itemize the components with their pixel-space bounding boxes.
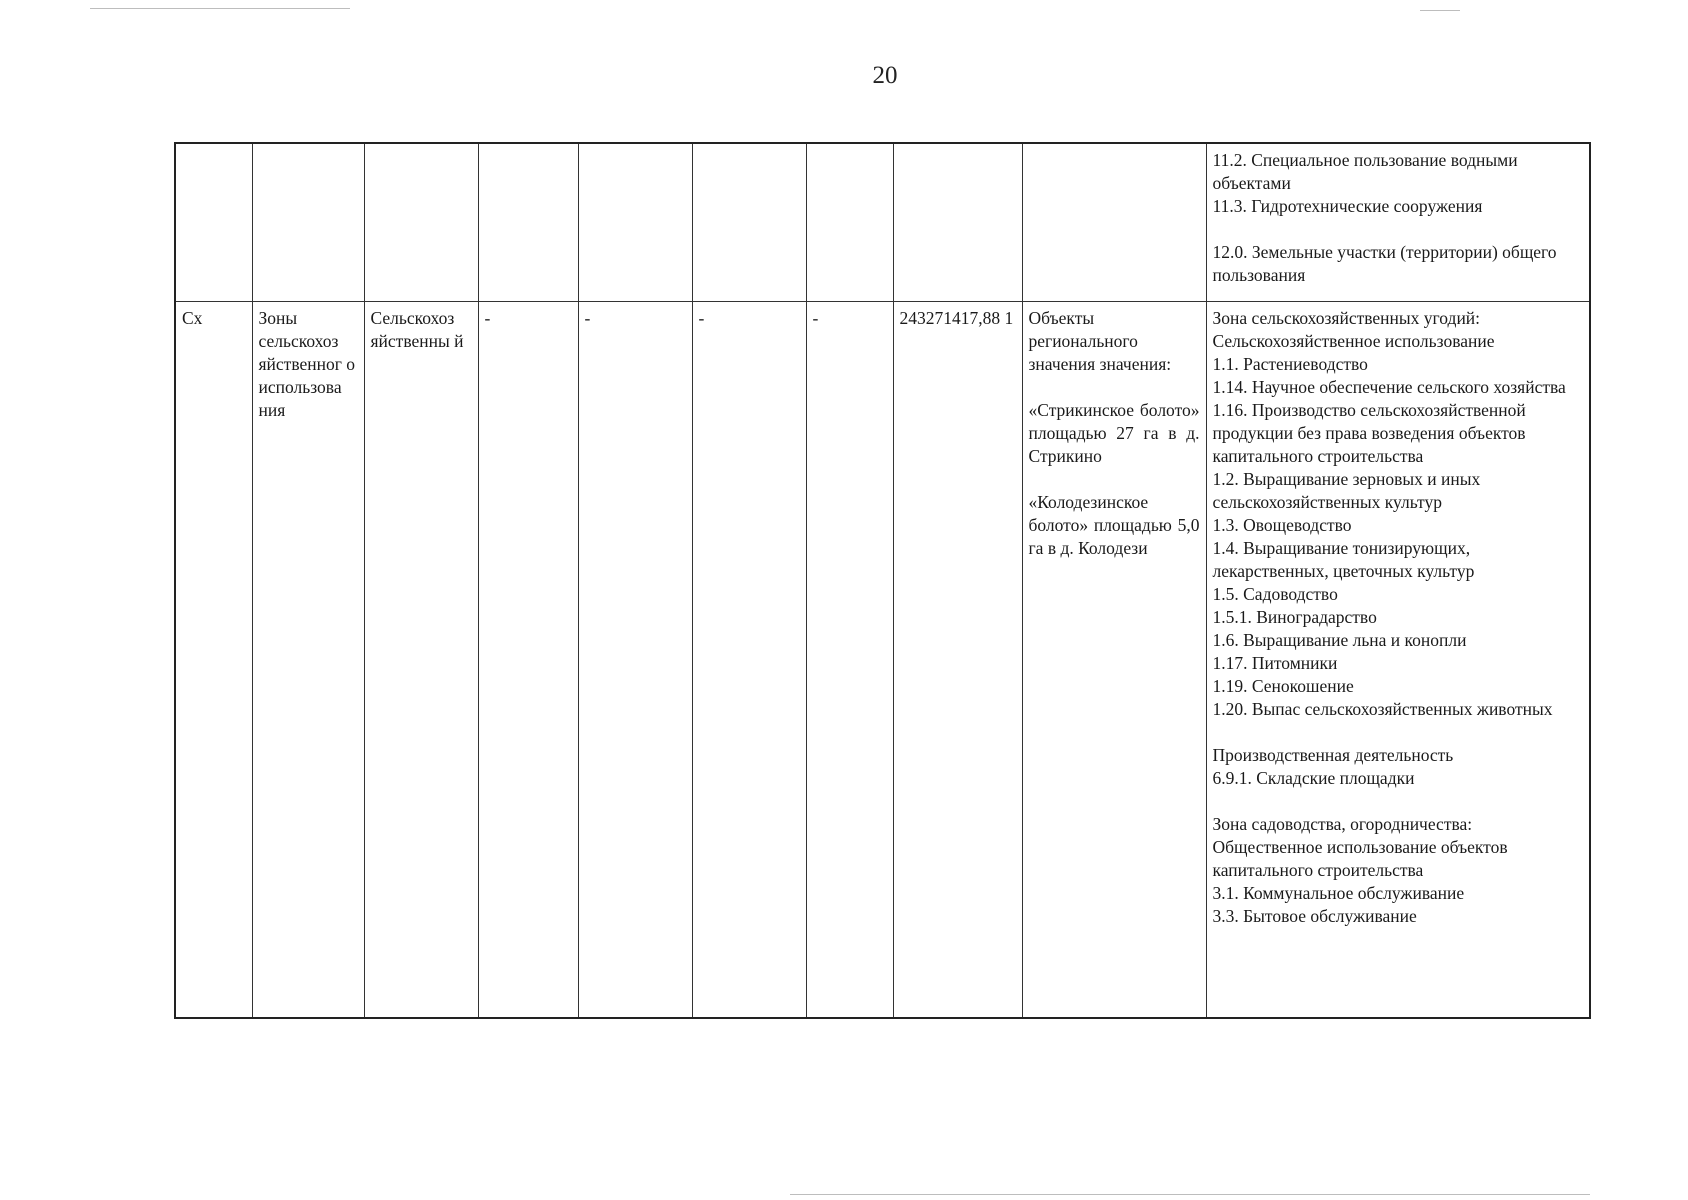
- table-row: [175, 301, 1590, 1018]
- scan-edge-line-top-right: [1420, 10, 1460, 11]
- table-cell: [252, 143, 364, 301]
- permitted-uses-cell: 11.2. Специальное пользование водными объектами 11.3. Гидротехнические сооружения 12.0. Земельные участки (территории) общего пользования: [1206, 143, 1590, 301]
- regional-objects-cell: Объекты регионального значения значения: «Стрикинское болото» площадью 27 га в д. Стрикино «Колодезинское болото» площадью 5,0 га в д. Колодези: [1022, 301, 1206, 1018]
- scan-edge-line-top: [90, 8, 350, 9]
- table-cell: [578, 143, 692, 301]
- table-cell: [478, 143, 578, 301]
- zone-type-cell: Сельскохоз яйственны й: [364, 301, 478, 1018]
- table-cell: [175, 143, 252, 301]
- table-cell: [893, 143, 1022, 301]
- area-cell: 243271417,88 1: [893, 301, 1022, 1018]
- table-cell: -: [806, 301, 893, 1018]
- table-cell: [692, 143, 806, 301]
- table-cell: [364, 143, 478, 301]
- table-cell: [1022, 143, 1206, 301]
- table-cell: -: [478, 301, 578, 1018]
- zone-code-cell: Сх: [175, 301, 252, 1018]
- zone-name-cell: Зоны сельскохоз яйственног о использова ния: [252, 301, 364, 1018]
- permitted-uses-cell: Зона сельскохозяйственных угодий: Сельскохозяйственное использование 1.1. Растениеводство 1.14. Научное обеспечение сельского хозяйства 1.16. Производство сельскохозяйственной продукции без права возведения объектов капитального строительства 1.2. Выращивание зерновых и иных сельскохозяйственных культур 1.3. Овощеводство 1.4. Выращивание тонизирующих, лекарственных, цветочных культур 1.5. Садоводство 1.5.1. Виноградарство 1.6. Выращивание льна и конопли 1.17. Питомники 1.19. Сенокошение 1.20. Выпас сельскохозяйственных животных Производственная деятельность 6.9.1. Складские площадки Зона садоводства, огородничества: Общественное использование объектов капитального строительства 3.1. Коммунальное обслуживание 3.3. Бытовое обслуживание: [1206, 301, 1590, 1018]
- table-cell: -: [578, 301, 692, 1018]
- table-row: [175, 143, 1590, 301]
- scan-edge-line-bottom: [790, 1194, 1590, 1195]
- table-cell: [806, 143, 893, 301]
- zoning-table: [174, 142, 1591, 1019]
- page-number: 20: [872, 62, 898, 89]
- table-cell: -: [692, 301, 806, 1018]
